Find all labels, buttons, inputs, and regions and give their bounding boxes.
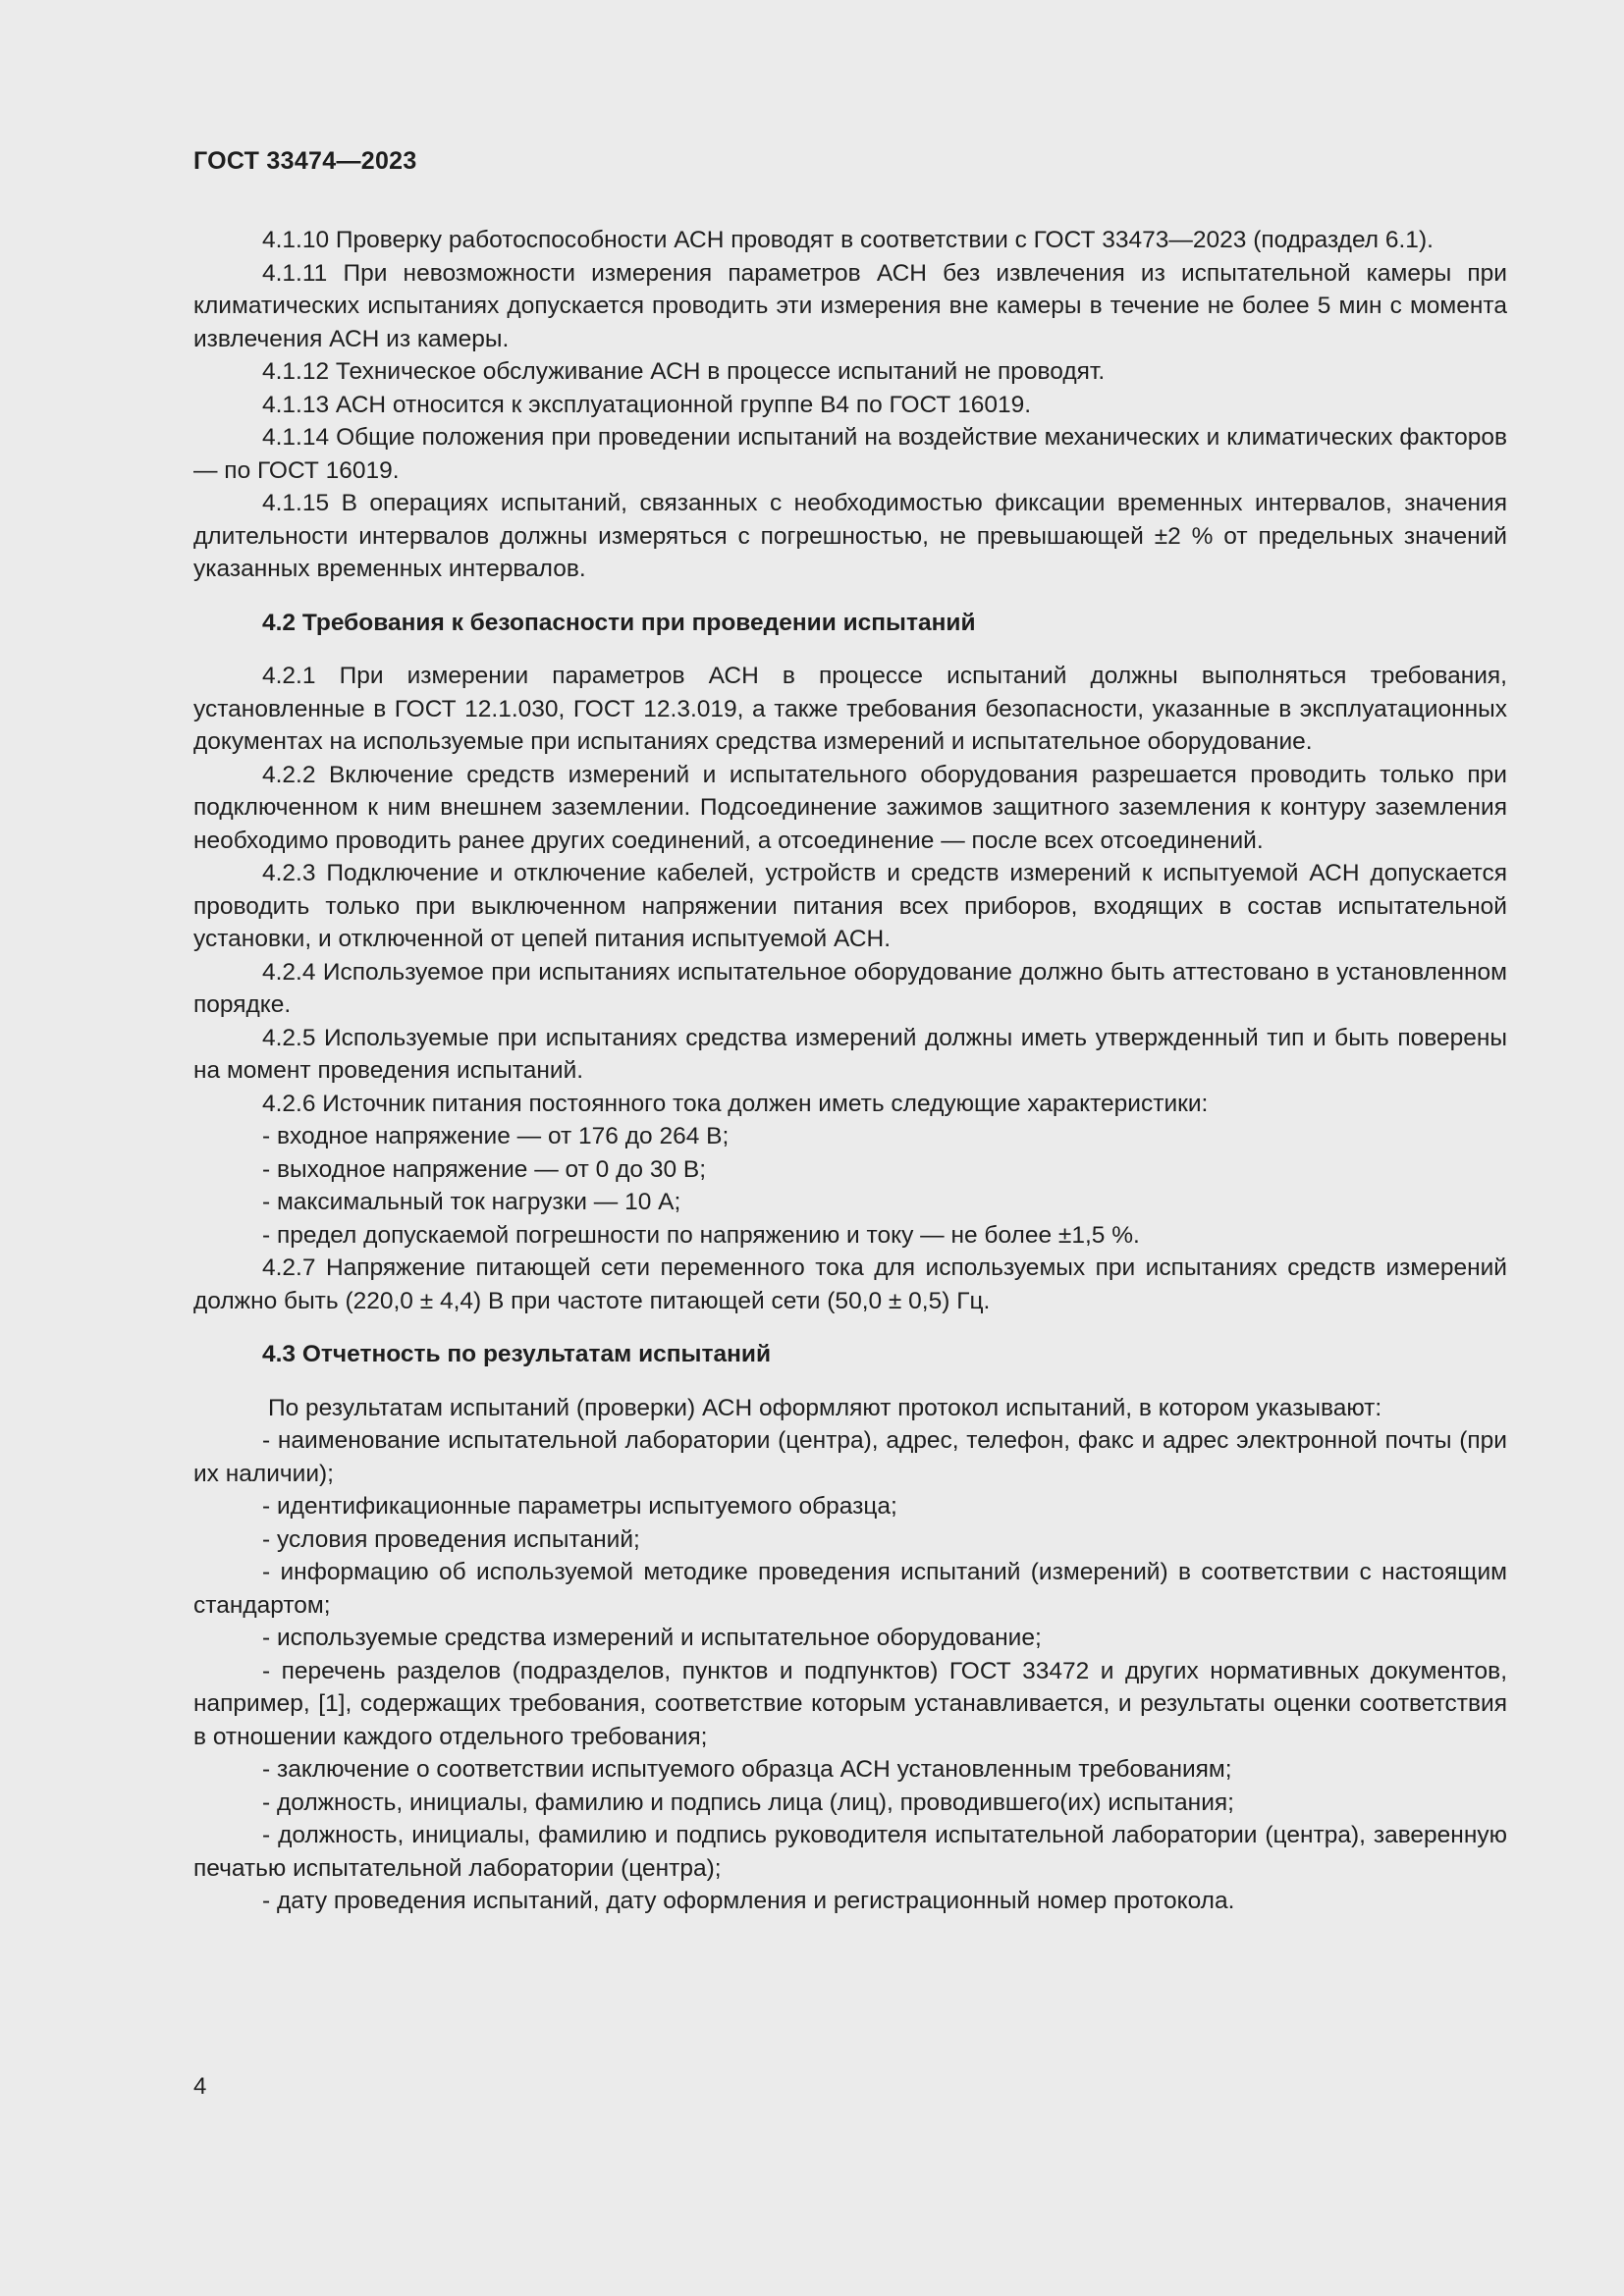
list-item: - наименование испытательной лаборатории (центра), адрес, телефон, факс и адрес электронной почты (при их наличии); — [193, 1427, 1507, 1487]
paragraph-4-2-5: 4.2.5 Используемые при испытаниях средства измерений должны иметь утвержденный тип и быть поверены на момент проведения испытаний. — [193, 1024, 1507, 1084]
list-item: - предел допускаемой погрешности по напряжению и току — не более ±1,5 %. — [262, 1221, 1140, 1249]
list-item: - максимальный ток нагрузки — 10 А; — [262, 1189, 681, 1215]
section-heading-4-2: 4.2 Требования к безопасности при проведении испытаний — [262, 609, 976, 636]
paragraph-4-2-6: 4.2.6 Источник питания постоянного тока должен иметь следующие характеристики: — [262, 1090, 1209, 1117]
list-item: - заключение о соответствии испытуемого образца АСН установленным требованиям; — [262, 1756, 1232, 1783]
paragraph-4-1-12: 4.1.12 Техническое обслуживание АСН в процессе испытаний не проводят. — [262, 358, 1106, 385]
list-item: - входное напряжение — от 176 до 264 В; — [262, 1123, 730, 1149]
document-body — [193, 224, 1507, 1918]
paragraph-4-1-14: 4.1.14 Общие положения при проведении испытаний на воздействие механических и климатических факторов — по ГОСТ 16019. — [193, 424, 1507, 484]
list-item: - должность, инициалы, фамилию и подпись лица (лиц), проводившего(их) испытания; — [262, 1789, 1234, 1816]
paragraph-4-3-intro: По результатам испытаний (проверки) АСН оформляют протокол испытаний, в котором указывают: — [268, 1394, 1382, 1421]
list-item: - информацию об используемой методике проведения испытаний (измерений) в соответствии с настоящим стандартом; — [193, 1559, 1507, 1619]
list-item: - выходное напряжение — от 0 до 30 В; — [262, 1155, 707, 1183]
paragraph-4-2-3: 4.2.3 Подключение и отключение кабелей, устройств и средств измерений к испытуемой АСН допускается проводить только при выключенном напряжении питания всех приборов, входящих в состав испытательной установки, и отключенной от цепей питания испытуемой АСН. — [193, 860, 1507, 952]
document-header: ГОСТ 33474—2023 — [193, 147, 417, 175]
paragraph-4-2-4: 4.2.4 Используемое при испытаниях испытательное оборудование должно быть аттестовано в установленном порядке. — [193, 958, 1507, 1018]
paragraph-4-1-11: 4.1.11 При невозможности измерения параметров АСН без извлечения из испытательной камеры при климатических испытаниях допускается проводить эти измерения вне камеры в течение не более 5 мин с момента извлечения АСН из камеры. — [193, 259, 1507, 352]
list-item: - идентификационные параметры испытуемого образца; — [262, 1493, 897, 1520]
list-item: - дату проведения испытаний, дату оформления и регистрационный номер протокола. — [262, 1888, 1235, 1914]
paragraph-4-1-10: 4.1.10 Проверку работоспособности АСН проводят в соответствии с ГОСТ 33473—2023 (подраздел 6.1). — [262, 227, 1434, 253]
paragraph-4-1-15: 4.1.15 В операциях испытаний, связанных с необходимостью фиксации временных интервалов, значения длительности интервалов должны измеряться с погрешностью, не превышающей ±2 % от предельных значений указанных временных интервалов. — [193, 490, 1507, 582]
paragraph-4-2-1: 4.2.1 При измерении параметров АСН в процессе испытаний должны выполняться требования, установленные в ГОСТ 12.1.030, ГОСТ 12.3.019, а также требования безопасности, указанные в эксплуатационных документах на используемые при испытаниях средства измерений и испытательное оборудование. — [193, 663, 1507, 755]
list-item: - должность, инициалы, фамилию и подпись руководителя испытательной лаборатории (центра), заверенную печатью испытательной лаборатории (центра); — [193, 1822, 1507, 1882]
page-number: 4 — [193, 2073, 207, 2100]
paragraph-4-2-7: 4.2.7 Напряжение питающей сети переменного тока для используемых при испытаниях средств измерений должно быть (220,0 ± 4,4) В при частоте питающей сети (50,0 ± 0,5) Гц. — [193, 1255, 1507, 1314]
list-item: - используемые средства измерений и испытательное оборудование; — [262, 1625, 1042, 1651]
section-heading-4-3: 4.3 Отчетность по результатам испытаний — [262, 1341, 772, 1367]
paragraph-4-2-2: 4.2.2 Включение средств измерений и испытательного оборудования разрешается проводить только при подключенном к ним внешнем заземлении. Подсоединение зажимов защитного заземления к контуру заземления необходимо проводить ранее других соединений, а отсоединение — после всех отсоединений. — [193, 761, 1507, 854]
paragraph-4-1-13: 4.1.13 АСН относится к эксплуатационной группе В4 по ГОСТ 16019. — [262, 391, 1032, 418]
list-item: - условия проведения испытаний; — [262, 1525, 640, 1553]
list-item: - перечень разделов (подразделов, пунктов и подпунктов) ГОСТ 33472 и других нормативных документов, например, [1], содержащих требования, соответствие которым устанавливается, и результаты оценки соответствия в отношении каждого отдельного требования; — [193, 1657, 1507, 1750]
